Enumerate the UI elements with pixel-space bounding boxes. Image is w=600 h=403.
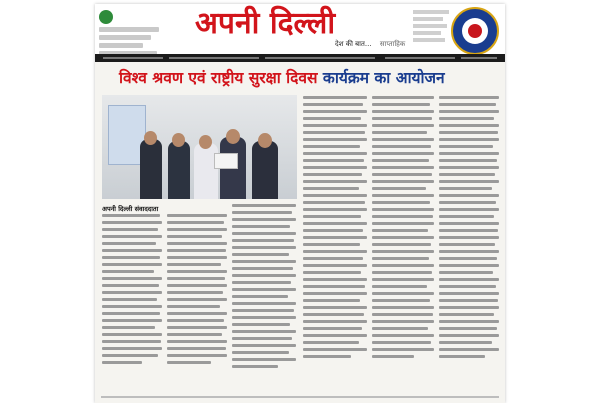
text-column-2: [167, 214, 227, 368]
newspaper-tagline: [335, 40, 405, 49]
edition-text: साप्ताहिक: [379, 40, 406, 48]
article-byline: अपनी दिल्ली संवाददाता: [102, 205, 159, 213]
masthead: [95, 4, 505, 58]
text-column-3: [232, 204, 296, 372]
tagline-text: देश की बात...: [335, 40, 372, 48]
held-certificate: [214, 153, 238, 169]
emblem-logo-icon: [451, 7, 499, 55]
newspaper-page: [95, 4, 505, 403]
masthead-left-info: [99, 10, 171, 59]
text-column-4: [303, 96, 367, 362]
newspaper-title: अपनी दिल्ली: [195, 6, 336, 41]
text-column-5: [372, 96, 434, 362]
headline-part-2: कार्यक्रम का आयोजन: [322, 69, 445, 87]
masthead-info-bar: [95, 54, 505, 62]
headline-part-1: विश्व श्रवण एवं राष्ट्रीय सुरक्षा दिवस: [119, 69, 318, 87]
text-column-1: [102, 214, 162, 368]
text-column-6: [439, 96, 499, 362]
article-photo: [102, 95, 297, 199]
article-headline: [119, 68, 475, 88]
masthead-right-info: [413, 10, 453, 45]
page-footer-rule: [101, 396, 499, 398]
small-logo-icon: [99, 10, 113, 24]
